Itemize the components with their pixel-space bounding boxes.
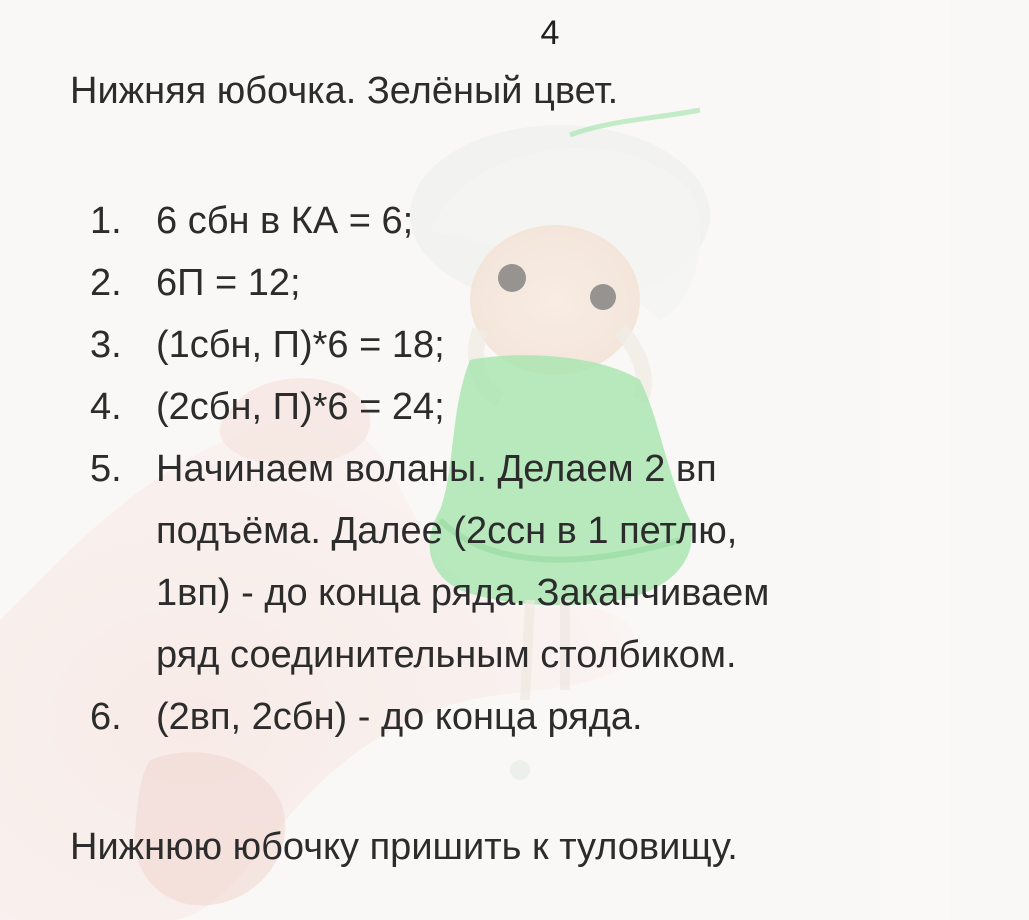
page-number: 4 <box>540 14 560 52</box>
footer-note: Нижнюю юбочку пришить к туловищу. <box>70 826 738 868</box>
step-number: 2. <box>90 262 122 304</box>
pattern-step <box>90 314 810 376</box>
pattern-step <box>90 376 810 438</box>
pattern-step <box>90 686 810 748</box>
step-text: Начинаем воланы. Делаем 2 вп подъёма. Далее (2ссн в 1 петлю, 1вп) - до конца ряда. Заканчиваем ряд соединительным столбиком. <box>156 448 770 676</box>
pattern-steps-list <box>90 190 810 748</box>
pattern-step <box>90 438 810 686</box>
step-number: 4. <box>90 386 122 428</box>
step-number: 3. <box>90 324 122 366</box>
section-heading: Нижняя юбочка. Зелёный цвет. <box>70 70 619 112</box>
pattern-step <box>90 252 810 314</box>
step-text: 6 сбн в КА = 6; <box>156 200 414 242</box>
step-text: (2сбн, П)*6 = 24; <box>156 386 445 428</box>
step-text: (2вп, 2сбн) - до конца ряда. <box>156 696 643 738</box>
step-text: (1сбн, П)*6 = 18; <box>156 324 445 366</box>
step-text: 6П = 12; <box>156 262 301 304</box>
pattern-step <box>90 190 810 252</box>
step-number: 6. <box>90 696 122 738</box>
step-number: 1. <box>90 200 122 242</box>
step-number: 5. <box>90 448 122 490</box>
